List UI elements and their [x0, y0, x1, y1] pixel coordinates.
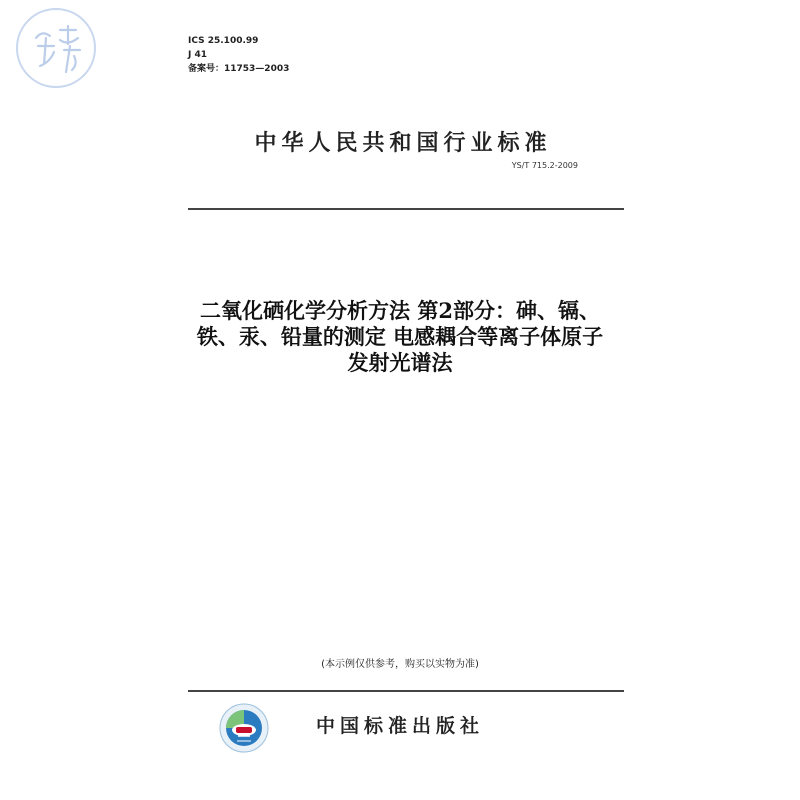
title-line: 二氧化硒化学分析方法 第2部分：砷、镉、 [200, 298, 600, 323]
filing-number: 备案号：11753—2003 [188, 64, 290, 74]
watermark-stamp-icon [16, 8, 96, 88]
bottom-divider [188, 690, 624, 692]
title-line: 发射光谱法 [347, 350, 453, 375]
standard-masthead: 中华人民共和国行业标准 [254, 131, 552, 156]
top-divider [188, 208, 624, 210]
publisher-name: 中国标准出版社 [316, 715, 485, 737]
certification-seal-icon [219, 703, 269, 753]
classification-block [188, 34, 289, 76]
document-title [150, 298, 650, 376]
standard-number: YS/T 715.2-2009 [511, 161, 578, 170]
class-code: J 41 [188, 50, 208, 60]
disclaimer-note: (本示例仅供参考，购买以实物为准) [321, 659, 479, 670]
ics-code: ICS 25.100.99 [188, 36, 259, 46]
title-line: 铁、汞、铅量的测定 电感耦合等离子体原子 [196, 324, 604, 349]
